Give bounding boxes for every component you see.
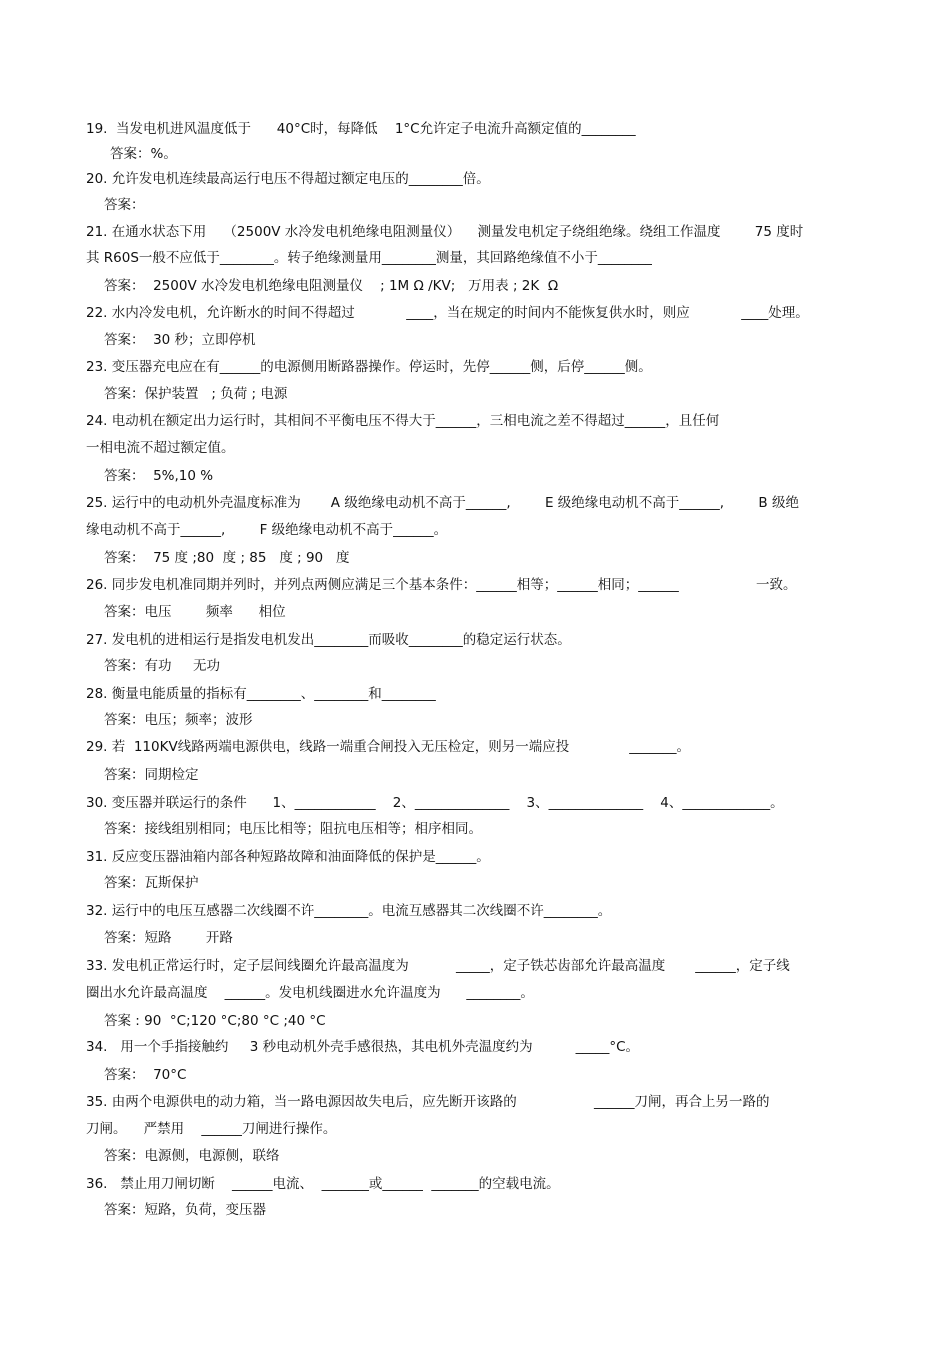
question-34: 34. 用一个手指接触约 3 秒电动机外壳手感很热，其电机外壳温度约为 _____°C。 bbox=[86, 1039, 640, 1055]
answer-20: 答案： bbox=[104, 197, 145, 213]
question-25-line-1: 25. 运行中的电动机外壳温度标准为 A 级绝缘电动机不高于______, E 级绝缘电动机不高于______, B 级绝 bbox=[86, 495, 799, 511]
question-28: 28. 衡量电能质量的指标有________、________和________ bbox=[86, 686, 436, 702]
question-20: 20. 允许发电机连续最高运行电压不得超过额定电压的________倍。 bbox=[86, 171, 490, 187]
question-23: 23. 变压器充电应在有______的电源侧用断路器操作。停运时，先停______侧，后停______侧。 bbox=[86, 359, 652, 375]
answer-23: 答案：保护装置 ; 负荷 ; 电源 bbox=[104, 386, 288, 402]
answer-21: 答案： 2500V 水冷发电机绝缘电阻测量仪 ; 1M Ω /KV; 万用表 ; 2K Ω bbox=[104, 278, 559, 294]
answer-26: 答案：电压 频率 相位 bbox=[104, 604, 286, 620]
answer-33: 答案 : 90 °C;120 °C;80 °C ;40 °C bbox=[104, 1013, 326, 1029]
answer-35: 答案：电源侧，电源侧，联络 bbox=[104, 1148, 280, 1164]
question-21-line-2: 其 R60S一般不应低于________。转子绝缘测量用________测量，其回路绝缘值不小于________ bbox=[86, 250, 652, 266]
question-21-line-1: 21. 在通水状态下用 （2500V 水冷发电机绝缘电阻测量仪） 测量发电机定子绕组绝缘。绕组工作温度 75 度时 bbox=[86, 224, 804, 240]
question-25-line-2: 缘电动机不高于______, F 级绝缘电动机不高于______。 bbox=[86, 522, 448, 538]
answer-32: 答案：短路 开路 bbox=[104, 930, 233, 946]
question-32: 32. 运行中的电压互感器二次线圈不许________。电流互感器其二次线圈不许________。 bbox=[86, 903, 612, 919]
answer-36: 答案：短路，负荷，变压器 bbox=[104, 1202, 266, 1218]
question-33-line-2: 圈出水允许最高温度 ______。发电机线圈进水允许温度为 ________。 bbox=[86, 985, 534, 1001]
answer-24: 答案： 5%,10 % bbox=[104, 468, 214, 484]
answer-25: 答案： 75 度 ;80 度 ; 85 度 ; 90 度 bbox=[104, 550, 350, 566]
answer-22: 答案： 30 秒；立即停机 bbox=[104, 332, 256, 348]
question-33-line-1: 33. 发电机正常运行时，定子层间线圈允许最高温度为 _____，定子铁芯齿部允许最高温度 ______，定子线 bbox=[86, 958, 790, 974]
answer-31: 答案：瓦斯保护 bbox=[104, 875, 199, 891]
question-31: 31. 反应变压器油箱内部各种短路故障和油面降低的保护是______。 bbox=[86, 849, 490, 865]
question-24-line-1: 24. 电动机在额定出力运行时，其相间不平衡电压不得大于______，三相电流之差不得超过______，且任何 bbox=[86, 413, 720, 429]
question-30: 30. 变压器并联运行的条件 1、____________ 2、______________ 3、______________ 4、_____________。 bbox=[86, 795, 784, 811]
question-35-line-2: 刀闸。 严禁用 ______刀闸进行操作。 bbox=[86, 1121, 337, 1137]
question-19: 19. 当发电机进风温度低于 40°C时，每降低 1°C允许定子电流升高额定值的________ bbox=[86, 121, 636, 137]
question-26: 26. 同步发电机准同期并列时，并列点两侧应满足三个基本条件：______相等；______相同；______ 一致。 bbox=[86, 577, 797, 593]
question-35-line-1: 35. 由两个电源供电的动力箱，当一路电源因故失电后，应先断开该路的 ______刀闸，再合上另一路的 bbox=[86, 1094, 770, 1110]
question-22: 22. 水内冷发电机，允许断水的时间不得超过 ____，当在规定的时间内不能恢复供水时，则应 ____处理。 bbox=[86, 305, 809, 321]
answer-34: 答案： 70°C bbox=[104, 1067, 187, 1083]
answer-27: 答案：有功 无功 bbox=[104, 658, 220, 674]
answer-30: 答案：接线组别相同；电压比相等；阻抗电压相等；相序相同。 bbox=[104, 821, 482, 837]
question-24-line-2: 一相电流不超过额定值。 bbox=[86, 440, 235, 456]
answer-29: 答案：同期检定 bbox=[104, 767, 199, 783]
answer-28: 答案：电压；频率；波形 bbox=[104, 712, 253, 728]
question-29: 29. 若 110KV线路两端电源供电，线路一端重合闸投入无压检定，则另一端应投 _______。 bbox=[86, 739, 691, 755]
answer-19: 答案：%。 bbox=[110, 146, 177, 162]
question-36: 36. 禁止用刀闸切断 ______电流、 _______或______ _______的空载电流。 bbox=[86, 1176, 560, 1192]
question-27: 27. 发电机的进相运行是指发电机发出________而吸收________的稳定运行状态。 bbox=[86, 632, 571, 648]
